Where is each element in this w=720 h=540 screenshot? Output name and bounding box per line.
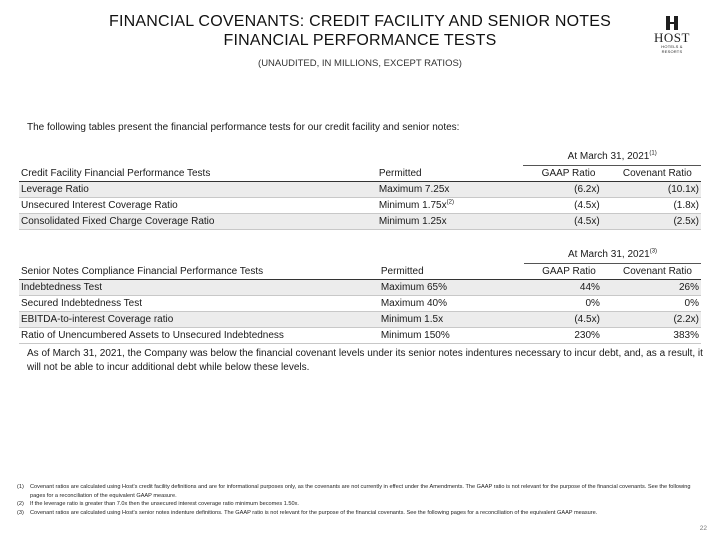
cell-gaap: (4.5x) — [524, 312, 614, 328]
footnote-text: Covenant ratios are calculated using Host's senior notes indenture definitions. The GAAP ratio is not relevant for the purpose of the financial covenants. See the following pages for a reconciliation of the equivalent GAAP measure. — [30, 509, 598, 516]
table-group-header-row — [19, 148, 701, 166]
cell-covenant: (2.5x) — [614, 214, 701, 230]
cell-covenant: 383% — [614, 328, 701, 344]
cell-permitted: Minimum 1.25x — [377, 214, 524, 230]
page-title — [60, 12, 660, 50]
group-header-label: At March 31, 2021 — [567, 249, 650, 260]
logo-tagline: HOTELS & RESORTS — [661, 44, 683, 54]
cell-permitted-value: Minimum 1.75x — [378, 200, 447, 211]
cell-gaap: 44% — [524, 280, 614, 296]
column-header-permitted: Permitted — [377, 166, 524, 182]
cell-gaap: (4.5x) — [523, 198, 613, 214]
footnotes — [17, 483, 703, 517]
logo-name: HOST — [654, 30, 690, 45]
cell-test: Leverage Ratio — [19, 182, 377, 198]
column-header-test: Credit Facility Financial Performance Tests — [19, 166, 377, 182]
cell-gaap: (6.2x) — [523, 182, 613, 198]
cell-test: Indebtedness Test — [19, 280, 379, 296]
footnote-ref: (2) — [446, 199, 454, 206]
table-row — [19, 198, 701, 214]
senior-notes-table — [19, 246, 701, 344]
credit-facility-table — [19, 148, 701, 230]
cell-test: Ratio of Unencumbered Assets to Unsecured Indebtedness — [19, 328, 379, 344]
cell-permitted: Maximum 7.25x — [377, 182, 524, 198]
cell-permitted: Maximum 40% — [379, 296, 524, 312]
table-row — [19, 312, 701, 328]
footnote — [17, 500, 703, 509]
table-group-header-row — [19, 246, 701, 264]
table-row — [19, 280, 701, 296]
cell-gaap: 0% — [524, 296, 614, 312]
table-row — [19, 296, 701, 312]
group-header-label: At March 31, 2021 — [567, 151, 650, 162]
cell-permitted — [377, 198, 524, 214]
host-logo-mark-icon — [666, 16, 678, 30]
column-header-test: Senior Notes Compliance Financial Performance Tests — [19, 264, 379, 280]
host-logo — [652, 16, 692, 54]
cell-covenant: 0% — [614, 296, 701, 312]
title-line-1: FINANCIAL COVENANTS: CREDIT FACILITY AND SENIOR NOTES — [109, 13, 611, 30]
column-header-permitted: Permitted — [379, 264, 524, 280]
footnote-number: (3) — [17, 509, 24, 516]
table-row — [19, 182, 701, 198]
table-row — [19, 214, 701, 230]
cell-covenant: (2.2x) — [614, 312, 701, 328]
cell-permitted: Minimum 150% — [379, 328, 524, 344]
cell-test: Secured Indebtedness Test — [19, 296, 379, 312]
footnote — [17, 509, 703, 518]
covenant-note: As of March 31, 2021, the Company was below the financial covenant levels under its senior notes indentures necessary to incur debt, and, as a result, it will not be able to incur additional debt while below these levels. — [27, 348, 703, 373]
cell-covenant: 26% — [614, 280, 701, 296]
page-subtitle: (UNAUDITED, IN MILLIONS, EXCEPT RATIOS) — [258, 58, 462, 69]
cell-test: Consolidated Fixed Charge Coverage Ratio — [19, 214, 377, 230]
cell-gaap: 230% — [524, 328, 614, 344]
table-row — [19, 328, 701, 344]
intro-text: The following tables present the financial performance tests for our credit facility and senior notes: — [27, 122, 460, 133]
group-header — [523, 148, 701, 166]
cell-covenant: (10.1x) — [614, 182, 701, 198]
column-header-gaap: GAAP Ratio — [523, 166, 613, 182]
cell-permitted: Maximum 65% — [379, 280, 524, 296]
cell-test: Unsecured Interest Coverage Ratio — [19, 198, 377, 214]
cell-covenant: (1.8x) — [614, 198, 701, 214]
footnote — [17, 483, 703, 500]
column-header-covenant: Covenant Ratio — [614, 166, 701, 182]
cell-permitted: Minimum 1.5x — [379, 312, 524, 328]
page-number: 22 — [699, 525, 707, 532]
table-header-row — [19, 264, 701, 280]
title-line-2: FINANCIAL PERFORMANCE TESTS — [223, 32, 497, 49]
footnote-ref: (1) — [649, 150, 657, 157]
footnote-ref: (3) — [649, 248, 658, 255]
column-header-gaap: GAAP Ratio — [524, 264, 614, 280]
column-header-covenant: Covenant Ratio — [614, 264, 701, 280]
footnote-number: (2) — [17, 501, 24, 507]
footnote-text: If the leverage ratio is greater than 7.0x then the unsecured interest coverage ratio minimum becomes 1.50x. — [30, 501, 299, 507]
footnote-number: (1) — [17, 484, 24, 490]
cell-gaap: (4.5x) — [523, 214, 613, 230]
footnote-text: Covenant ratios are calculated using Host's credit facility definitions and are for informational purposes only, as the covenants are not currently in effect under the Amendments. The GAAP ratio is not relevant for the purpose of the financial covenants. See the following pages for a reconciliation of the equivalent GAAP measure. — [30, 484, 691, 499]
group-header — [524, 246, 701, 264]
table-header-row — [19, 166, 701, 182]
cell-test: EBITDA-to-interest Coverage ratio — [19, 312, 379, 328]
